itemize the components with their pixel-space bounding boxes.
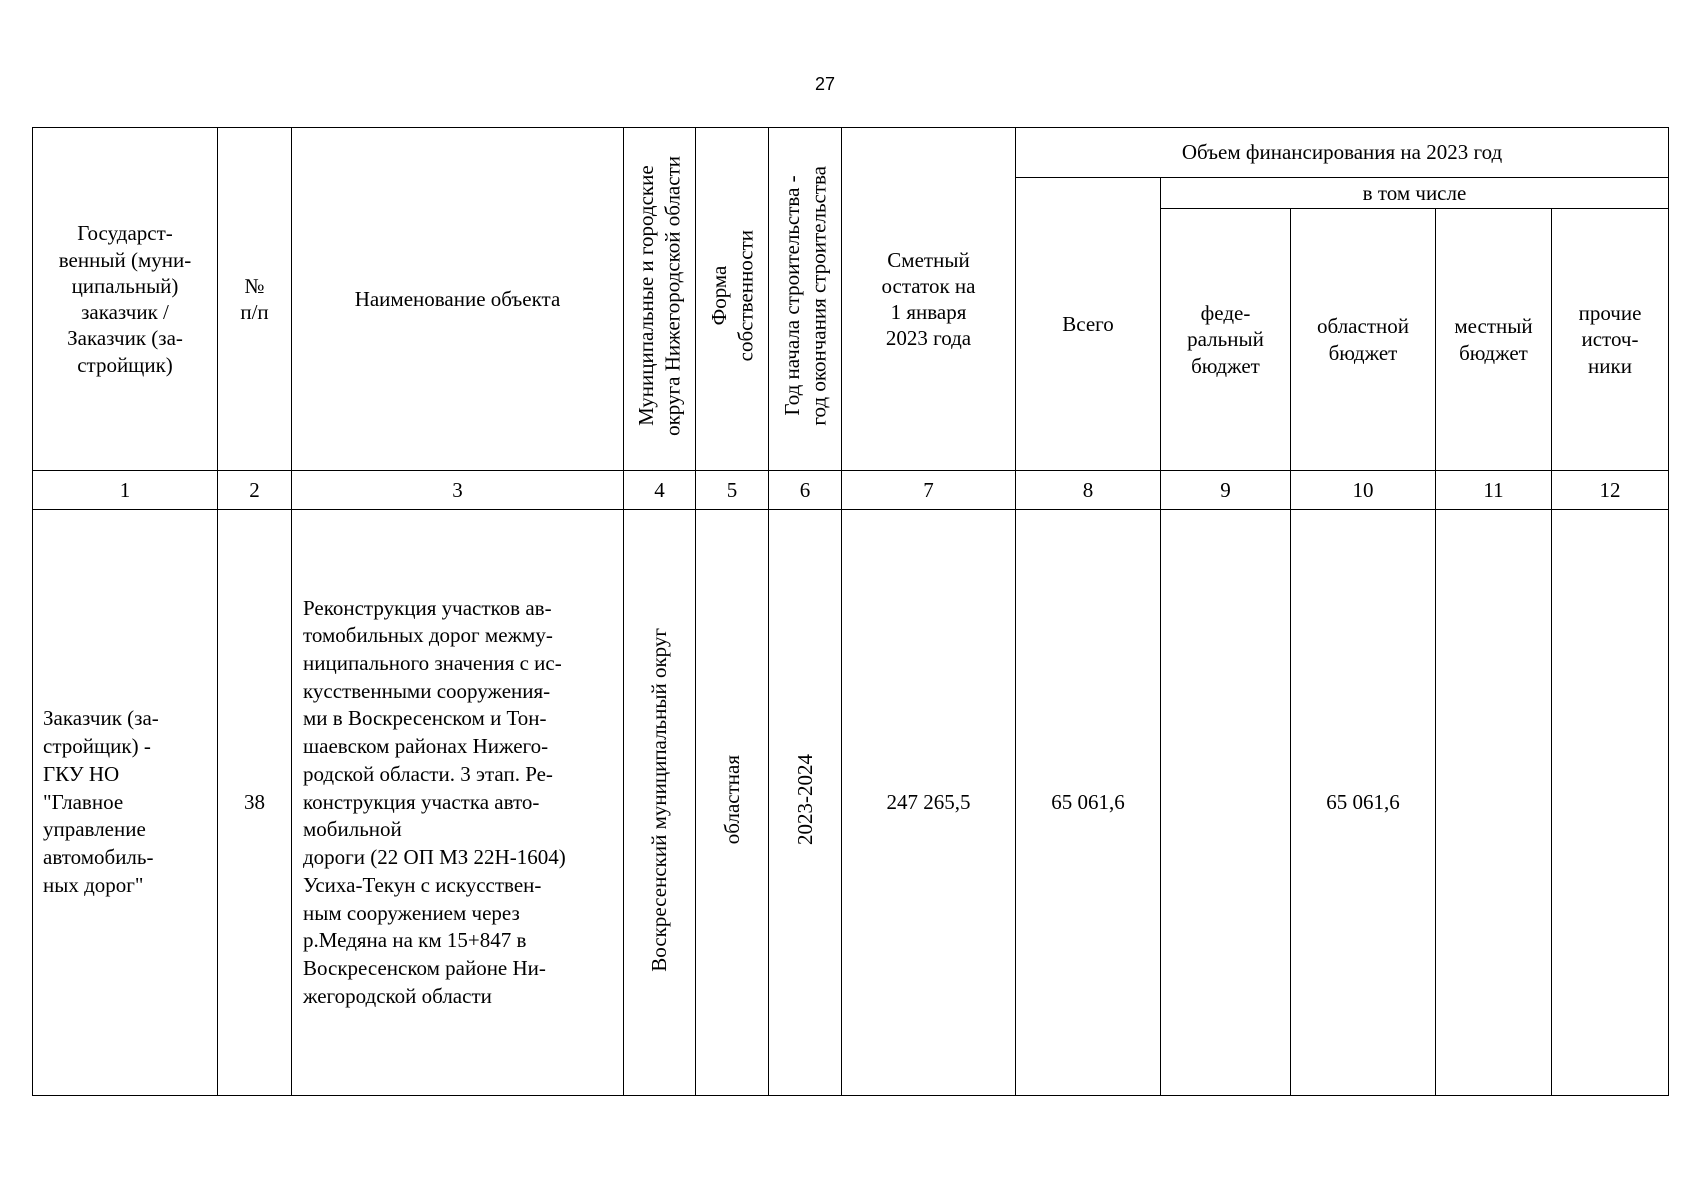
header-construction-years [769,128,842,471]
column-number: 10 [1291,471,1436,510]
header-regional-budget: областной бюджет [1291,209,1436,471]
cell-other-sources [1552,510,1669,1096]
column-number: 9 [1161,471,1291,510]
column-number: 2 [218,471,292,510]
cell-ownership-form-text: областная [719,754,744,844]
cell-number: 38 [218,510,292,1096]
cell-object-name: Реконструкция участков ав- томобильных дорог межму- ниципального значения с ис- кусственными сооружения- ми в Воскресенском и Тон- шаевском районах Нижего- родской области. 3 этап. Ре- конструкция участка авто- мобильной дороги (22 ОП МЗ 22Н-1604) Усиха-Текун с искусствен- ным сооружением через р.Медяна на км 15+847 в Воскресенском районе Ни- жегородской области [292,510,624,1096]
cell-municipal-district [624,510,696,1096]
cell-total: 65 061,6 [1016,510,1161,1096]
header-federal-budget: феде- ральный бюджет [1161,209,1291,471]
header-object-name: Наименование объекта [292,128,624,471]
cell-estimated-balance: 247 265,5 [842,510,1016,1096]
column-number: 7 [842,471,1016,510]
page-number: 27 [814,74,836,94]
column-number: 1 [33,471,218,510]
header-local-budget: местный бюджет [1436,209,1552,471]
cell-federal-budget [1161,510,1291,1096]
cell-ownership-form [696,510,769,1096]
header-municipal-districts-text: Муниципальные и городские округа Нижегородской области [634,155,685,436]
table-row [33,510,1669,1096]
header-ownership-form [696,128,769,471]
column-number: 12 [1552,471,1669,510]
cell-construction-years-text: 2023-2024 [792,753,817,845]
column-number: 8 [1016,471,1161,510]
cell-local-budget [1436,510,1552,1096]
cell-construction-years [769,510,842,1096]
header-including: в том числе [1161,178,1669,209]
cell-customer: Заказчик (за- стройщик) - ГКУ НО "Главное управление автомобиль- ных дорог" [33,510,218,1096]
header-total: Всего [1016,178,1161,471]
header-estimated-balance: Сметный остаток на 1 января 2023 года [842,128,1016,471]
header-number: № п/п [218,128,292,471]
financing-table [32,127,1669,1096]
column-number: 11 [1436,471,1552,510]
header-municipal-districts [624,128,696,471]
column-number: 4 [624,471,696,510]
cell-municipal-district-text: Воскресенский муниципальный округ [647,627,672,972]
column-number-row [33,471,1669,510]
header-row-1 [33,128,1669,178]
column-number: 5 [696,471,769,510]
header-ownership-form-text: Форма собственности [706,230,757,362]
header-financing-volume: Объем финансирования на 2023 год [1016,128,1669,178]
column-number: 6 [769,471,842,510]
cell-regional-budget: 65 061,6 [1291,510,1436,1096]
header-customer: Государст- венный (муни- ципальный) заказчик / Заказчик (за- стройщик) [33,128,218,471]
column-number: 3 [292,471,624,510]
header-other-sources: прочие источ- ники [1552,209,1669,471]
header-construction-years-text: Год начала строительства - год окончания строительства [779,166,830,426]
